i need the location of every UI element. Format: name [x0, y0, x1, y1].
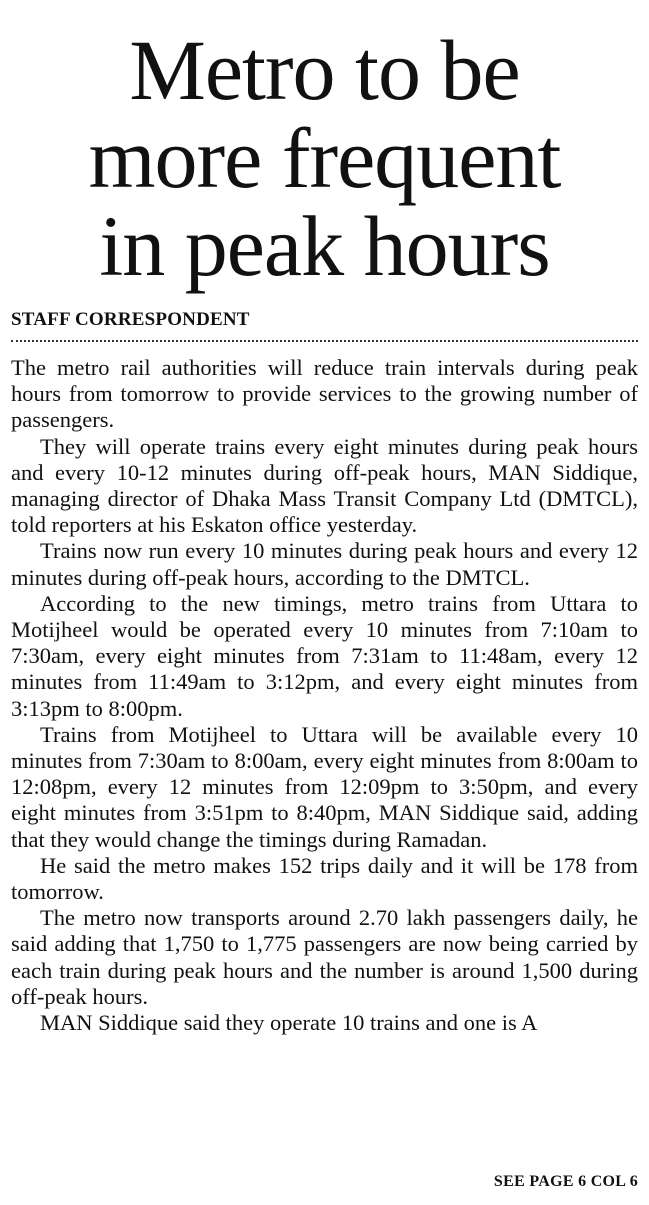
continued-on-page-link: SEE PAGE 6 COL 6 — [493, 1173, 638, 1190]
article-paragraph: The metro now transports around 2.70 lakh passengers daily, he said adding that 1,750 to 1,775 passengers are now being carried by each train during peak hours and the number is around 1,500 during off-peak hours. — [11, 905, 638, 1009]
headline — [11, 0, 638, 294]
article-body — [11, 355, 638, 1036]
article-paragraph: Trains from Motijheel to Uttara will be available every 10 minutes from 7:30am to 8:00am, every eight minutes from 8:00am to 12:08pm, every 12 minutes from 12:09pm to 3:50pm, and every eight minutes from 3:51pm to 8:40pm, MAN Siddique said, adding that they would change the timings during Ramadan. — [11, 721, 638, 852]
article-paragraph: MAN Siddique said they operate 10 trains and one is A — [40, 1010, 538, 1036]
news-article — [11, 0, 638, 1190]
article-paragraph: He said the metro makes 152 trips daily and it will be 178 from tomorrow. — [11, 852, 638, 905]
dotted-divider — [11, 340, 638, 342]
article-paragraph: According to the new timings, metro trains from Uttara to Motijheel would be operated every 10 minutes from 7:10am to 7:30am, every eight minutes from 7:31am to 11:48am, every 12 minutes from 11:49am to 3:12pm, and every eight minutes from 3:13pm to 8:00pm. — [11, 590, 638, 721]
headline-line: Metro to be — [129, 22, 520, 118]
article-paragraph: They will operate trains every eight minutes during peak hours and every 10-12 minutes during off-peak hours, MAN Siddique, managing director of Dhaka Mass Transit Company Ltd (DMTCL), told reporters at his Eskaton office yesterday. — [11, 433, 638, 538]
byline: STAFF CORRESPONDENT — [11, 309, 250, 330]
headline-line: in peak hours — [99, 198, 550, 294]
headline-line: more frequent — [88, 110, 561, 206]
article-paragraph: The metro rail authorities will reduce train intervals during peak hours from tomorrow to provide services to the growing number of passengers. — [11, 355, 638, 433]
article-paragraph: Trains now run every 10 minutes during peak hours and every 12 minutes during off-peak hours, according to the DMTCL. — [11, 538, 638, 590]
